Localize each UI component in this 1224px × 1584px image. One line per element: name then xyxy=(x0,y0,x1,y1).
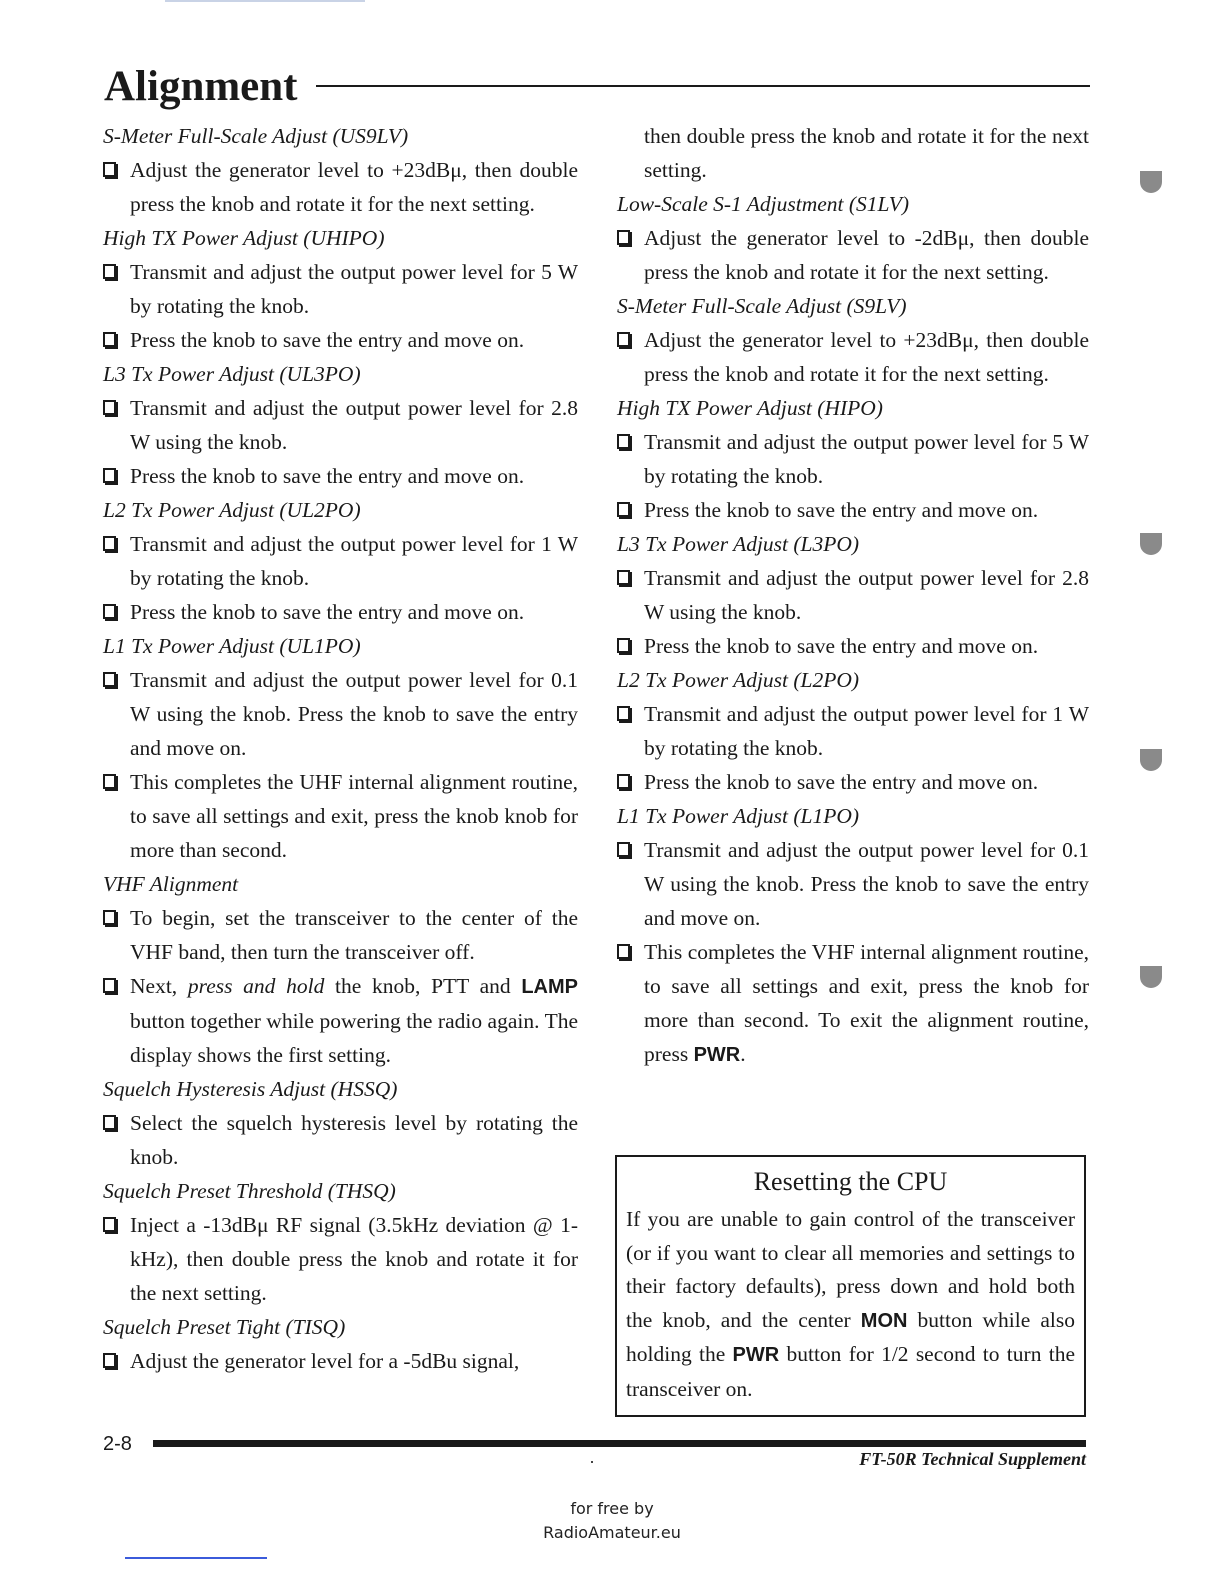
checklist-item xyxy=(103,1208,578,1310)
checklist-item xyxy=(617,493,1089,527)
lamp-key-label: LAMP xyxy=(521,976,579,998)
checkbox-icon[interactable] xyxy=(617,944,630,959)
checkbox-icon[interactable] xyxy=(103,978,116,993)
checklist-text: Inject a -13dBμ RF signal (3.5kHz deviation @ 1-kHz), then double press the knob and rotate it for the next setting. xyxy=(130,1213,578,1305)
checklist-text: Press the knob to save the entry and move on. xyxy=(130,328,525,352)
section-heading: VHF Alignment xyxy=(103,872,239,896)
checklist-item xyxy=(617,833,1089,935)
checkbox-icon[interactable] xyxy=(103,774,116,789)
section-heading: S-Meter Full-Scale Adjust (US9LV) xyxy=(103,124,409,148)
checkbox-icon[interactable] xyxy=(103,910,116,925)
checklist-item xyxy=(617,323,1089,391)
checklist-item xyxy=(103,595,578,629)
checkbox-icon[interactable] xyxy=(617,332,630,347)
pwr-key-label: PWR xyxy=(732,1344,780,1366)
checkbox-icon[interactable] xyxy=(617,230,630,245)
checkbox-icon[interactable] xyxy=(103,1115,116,1130)
checkbox-icon[interactable] xyxy=(103,162,116,177)
section-heading: High TX Power Adjust (UHIPO) xyxy=(103,226,385,250)
reset-cpu-body: If you are unable to gain control of the transceiver (or if you want to clear all memories and settings to their factory defaults), press down and hold both the knob, and the center MON button while also holding the PWR button for 1/2 second to turn the transceiver on. xyxy=(626,1207,1075,1401)
checklist-item xyxy=(103,255,578,323)
section-heading: L1 Tx Power Adjust (L1PO) xyxy=(617,804,860,828)
checklist-item xyxy=(617,935,1089,1072)
checklist-text: Press the knob to save the entry and move on. xyxy=(644,498,1039,522)
checklist-item xyxy=(617,629,1089,663)
checklist-text: Press the knob to save the entry and move on. xyxy=(130,464,525,488)
title-row xyxy=(104,62,1090,112)
checkbox-icon[interactable] xyxy=(617,774,630,789)
pwr-key-label: PWR xyxy=(693,1044,741,1066)
checkbox-icon[interactable] xyxy=(103,264,116,279)
checklist-text: Next, press and hold the knob, PTT and LAMP button together while powering the radio again. The display shows the first setting. xyxy=(130,974,579,1067)
title-rule xyxy=(316,85,1090,87)
checklist-item xyxy=(617,221,1089,289)
checklist-text: This completes the VHF internal alignment routine, to save all settings and exit, press the knob for more than second. To exit the alignment routine, press PWR. xyxy=(644,940,1089,1066)
scan-dot xyxy=(591,1461,593,1463)
checklist-text: Transmit and adjust the output power level for 1 W by rotating the knob. xyxy=(644,702,1089,760)
binder-tab-mark xyxy=(1140,749,1162,771)
checklist-text: Transmit and adjust the output power level for 5 W by rotating the knob. xyxy=(130,260,578,318)
checklist-text: Transmit and adjust the output power level for 0.1 W using the knob. Press the knob to save the entry and move on. xyxy=(644,838,1089,930)
binder-tab-mark xyxy=(1140,966,1162,988)
checkbox-icon[interactable] xyxy=(617,842,630,857)
checkbox-icon[interactable] xyxy=(617,638,630,653)
footer-title: FT-50R Technical Supplement xyxy=(859,1449,1086,1469)
section-heading: High TX Power Adjust (HIPO) xyxy=(617,396,883,420)
checkbox-icon[interactable] xyxy=(103,468,116,483)
checklist-item xyxy=(103,153,578,221)
page-number: 2-8 xyxy=(103,1433,132,1455)
checklist-text: Transmit and adjust the output power level for 1 W by rotating the knob. xyxy=(130,532,578,590)
bottom-edge-mark xyxy=(125,1557,267,1559)
checklist-item xyxy=(103,1106,578,1174)
checkbox-icon[interactable] xyxy=(103,332,116,347)
checklist-text: Transmit and adjust the output power level for 0.1 W using the knob. Press the knob to save the entry and move on. xyxy=(130,668,578,760)
binder-tab-mark xyxy=(1140,171,1162,193)
checklist-item xyxy=(617,425,1089,493)
checklist-text: To begin, set the transceiver to the center of the VHF band, then turn the transceiver off. xyxy=(130,906,578,964)
checkbox-icon[interactable] xyxy=(617,706,630,721)
checkbox-icon[interactable] xyxy=(103,604,116,619)
section-heading: Squelch Preset Threshold (THSQ) xyxy=(103,1179,396,1203)
credit-line: for free by xyxy=(570,1499,654,1518)
checklist-item xyxy=(103,969,578,1072)
section-heading: L3 Tx Power Adjust (UL3PO) xyxy=(103,362,361,386)
section-heading: L1 Tx Power Adjust (UL1PO) xyxy=(103,634,361,658)
checklist-item xyxy=(103,459,578,493)
section-heading: Squelch Preset Tight (TISQ) xyxy=(103,1315,346,1339)
checklist-text: This completes the UHF internal alignment routine, to save all settings and exit, press the knob knob for more than second. xyxy=(130,770,578,862)
reset-cpu-title: Resetting the CPU xyxy=(753,1167,948,1196)
checklist-item xyxy=(103,391,578,459)
checkbox-icon[interactable] xyxy=(103,1217,116,1232)
mon-key-label: MON xyxy=(860,1309,908,1332)
checkbox-icon[interactable] xyxy=(103,1353,116,1368)
checklist-item xyxy=(103,1344,578,1378)
checklist-text: Transmit and adjust the output power level for 2.8 W using the knob. xyxy=(644,566,1089,624)
left-column xyxy=(103,119,578,1378)
checkbox-icon[interactable] xyxy=(617,570,630,585)
section-heading: L2 Tx Power Adjust (L2PO) xyxy=(617,668,860,692)
checklist-text: Adjust the generator level to -2dBμ, then double press the knob and rotate it for the next setting. xyxy=(644,226,1089,284)
checklist-item xyxy=(103,901,578,969)
reset-cpu-box xyxy=(615,1155,1086,1417)
checklist-item xyxy=(103,663,578,765)
checklist-text: Select the squelch hysteresis level by rotating the knob. xyxy=(130,1111,578,1169)
checkbox-icon[interactable] xyxy=(103,400,116,415)
section-heading: Low-Scale S-1 Adjustment (S1LV) xyxy=(617,192,910,216)
checklist-item xyxy=(103,527,578,595)
checklist-item xyxy=(617,561,1089,629)
section-heading: Squelch Hysteresis Adjust (HSSQ) xyxy=(103,1077,398,1101)
right-column xyxy=(617,119,1089,1072)
checklist-text: Adjust the generator level to +23dBμ, then double press the knob and rotate it for the next setting. xyxy=(644,328,1089,386)
checklist-item xyxy=(617,765,1089,799)
checklist-continuation xyxy=(617,119,1089,187)
checklist-text: Transmit and adjust the output power level for 5 W by rotating the knob. xyxy=(644,430,1089,488)
checklist-item xyxy=(617,697,1089,765)
footer-rule xyxy=(153,1440,1086,1447)
checkbox-icon[interactable] xyxy=(103,672,116,687)
checklist-item xyxy=(103,323,578,357)
checklist-text: Adjust the generator level to +23dBμ, then double press the knob and rotate it for the next setting. xyxy=(130,158,578,216)
checkbox-icon[interactable] xyxy=(103,536,116,551)
section-heading: S-Meter Full-Scale Adjust (S9LV) xyxy=(617,294,907,318)
top-edge-mark xyxy=(165,0,365,2)
checkbox-icon[interactable] xyxy=(617,434,630,449)
checkbox-icon[interactable] xyxy=(617,502,630,517)
checklist-text: Press the knob to save the entry and move on. xyxy=(130,600,525,624)
checklist-text: Press the knob to save the entry and move on. xyxy=(644,634,1039,658)
page-title: Alignment xyxy=(104,63,298,110)
checklist-text: Transmit and adjust the output power level for 2.8 W using the knob. xyxy=(130,396,578,454)
credit-link[interactable]: RadioAmateur.eu xyxy=(543,1523,681,1542)
checklist-text: Press the knob to save the entry and move on. xyxy=(644,770,1039,794)
section-heading: L3 Tx Power Adjust (L3PO) xyxy=(617,532,860,556)
checklist-text: Adjust the generator level for a -5dBu signal, xyxy=(130,1349,520,1373)
section-heading: L2 Tx Power Adjust (UL2PO) xyxy=(103,498,361,522)
binder-tab-mark xyxy=(1140,533,1162,555)
checklist-text: then double press the knob and rotate it for the next setting. xyxy=(644,124,1089,182)
checklist-item xyxy=(103,765,578,867)
